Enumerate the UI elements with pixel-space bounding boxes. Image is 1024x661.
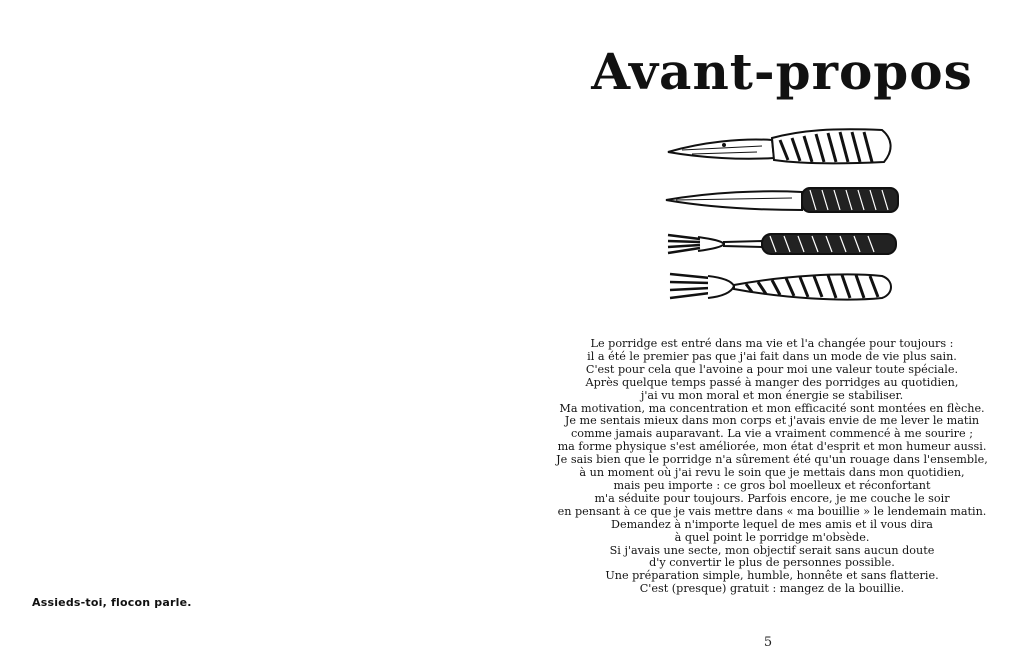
text-line: Je sais bien que le porridge n'a sûrement été qu'un rouage dans l'ensemble, [556,453,988,467]
text-line: Si j'avais une secte, mon objectif serait sans aucun doute [609,543,935,557]
text-line: Le porridge est entré dans ma vie et l'a changée pour toujours : [590,337,954,350]
text-line: C'est (presque) gratuit : mangez de la bouillie. [639,582,905,596]
text-line: en pensant à ce que je vais mettre dans « ma bouillie » le lendemain matin. [557,504,987,518]
photo-caption: Assieds-toi, flocon parle. [32,596,192,609]
wide-fork-icon [662,266,902,308]
text-line: mais peu importe : ce gros bol moelleux et réconfortant [613,478,931,492]
text-line: ma forme physique s'est améliorée, mon état d'esprit et mon humeur aussi. [557,440,987,454]
text-line: il a été le premier pas que j'ai fait dans un mode de vie plus sain. [587,349,957,363]
right-page [512,0,1024,661]
knife-icon [662,128,902,172]
text-line: C'est pour cela que l'avoine a pour moi une valeur toute spéciale. [585,362,959,376]
text-line: Ma motivation, ma concentration et mon efficacité sont montées en flèche. [559,401,985,415]
text-line: à un moment où j'ai revu le soin que je mettais dans mon quotidien, [579,466,965,480]
text-line: Après quelque temps passé à manger des porridges au quotidien, [585,375,959,389]
text-line: Demandez à n'importe lequel de mes amis et il vous dira [611,517,933,531]
page-title: Avant-propos [591,42,973,101]
page-number: 5 [763,635,773,650]
steak-knife-icon [662,180,902,220]
text-line: Une préparation simple, humble, honnête et sans flatterie. [605,569,939,583]
text-line: à quel point le porridge m'obsède. [674,530,870,544]
text-line: comme jamais auparavant. La vie a vraiment commencé à me sourire ; [571,427,973,441]
text-line: j'ai vu mon moral et mon énergie se stabiliser. [640,388,904,402]
text-line: Je me sentais mieux dans mon corps et j'avais envie de me lever le matin [564,414,980,428]
foreword-text [552,338,992,596]
text-line: d'y convertir le plus de personnes possible. [649,556,895,570]
fork-icon [662,225,902,263]
text-line: m'a séduite pour toujours. Parfois encore, je me couche le soir [594,491,950,505]
cutlery-illustration [662,128,902,308]
